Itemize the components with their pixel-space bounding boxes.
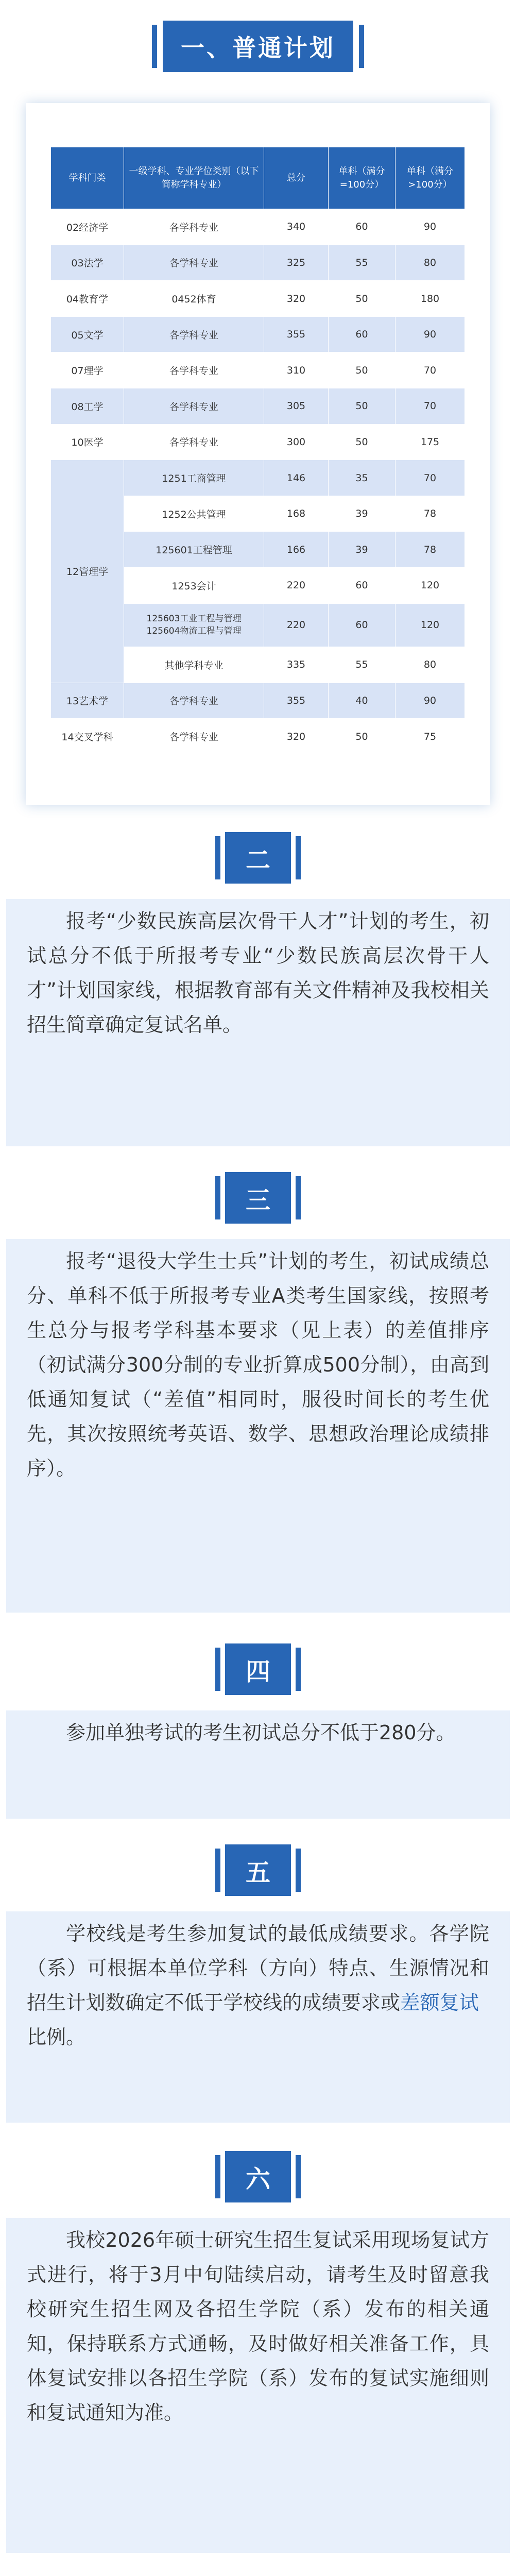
table-row: [51, 316, 465, 352]
table-cell: 50: [329, 388, 395, 425]
table-cell: 146: [264, 460, 329, 496]
section-6-text: 我校2026年硕士研究生招生复试采用现场复试方式进行，将于3月中旬陆续启动，请考生及时留意我校研究生招生网及各招生学院（系）发布的相关通知，保持联系方式通畅，及时做好相关准备工作，具体复试安排以各招生学院（系）发布的复试实施细则和复试通知为准。: [27, 2229, 489, 2424]
header-bar-right: [296, 1176, 301, 1219]
table-cell: 125601工程管理: [124, 532, 264, 568]
section-5-text-after: 比例。: [27, 2026, 86, 2048]
section-1-title: 一、普通计划: [163, 21, 353, 72]
table-cell: 08工学: [51, 388, 124, 425]
section-5-link[interactable]: 差额复试: [400, 1991, 479, 2014]
table-cell: 1251工商管理: [124, 460, 264, 496]
table-cell: 39: [329, 496, 395, 532]
table-row: [51, 352, 465, 388]
table-cell: 各学科专业: [124, 245, 264, 281]
table-row: [51, 245, 465, 281]
table-cell: 1253会计: [124, 568, 264, 604]
table-cell: 60: [329, 209, 395, 245]
header-bar-right: [359, 25, 364, 68]
header-bar-left: [215, 1849, 220, 1892]
table-cell: 60: [329, 603, 395, 647]
header-bar-left: [215, 1648, 220, 1691]
table-cell: 220: [264, 568, 329, 604]
section-6-panel: [6, 2218, 510, 2553]
table-cell: 168: [264, 496, 329, 532]
table-cell: 各学科专业: [124, 424, 264, 460]
table-cell: 320: [264, 281, 329, 317]
table-cell: 175: [395, 424, 465, 460]
table-cell: 各学科专业: [124, 683, 264, 719]
table-cell: 320: [264, 719, 329, 755]
section-4-header: [0, 1643, 516, 1695]
header-bar-right: [296, 1648, 301, 1691]
header-cell: 一级学科、专业学位类别（以下简称学科专业）: [124, 147, 264, 209]
table-header-row: [51, 147, 465, 209]
section-6-numeral: 六: [225, 2151, 291, 2202]
table-cell: 55: [329, 647, 395, 683]
table-cell: 80: [395, 245, 465, 281]
table-row: [51, 460, 465, 496]
table-row: [51, 281, 465, 317]
header-bar-right: [296, 836, 301, 879]
section-1-header: [0, 21, 516, 72]
table-cell: 90: [395, 209, 465, 245]
section-6-header: [0, 2151, 516, 2202]
table-cell: 180: [395, 281, 465, 317]
table-cell: 70: [395, 388, 465, 425]
section-5-text: [27, 1917, 489, 2055]
table-cell: 78: [395, 496, 465, 532]
table-cell: 35: [329, 460, 395, 496]
section-4-numeral: 四: [225, 1643, 291, 1695]
table-row: [51, 719, 465, 755]
table-cell: 166: [264, 532, 329, 568]
table-cell: 310: [264, 352, 329, 388]
table-row: [51, 388, 465, 425]
score-table-card: [26, 103, 490, 805]
table-cell: 39: [329, 532, 395, 568]
section-5-panel: [6, 1911, 510, 2123]
table-row: [51, 209, 465, 245]
header-bar-left: [215, 2155, 220, 2198]
section-3-header: [0, 1172, 516, 1224]
header-cell: 单科（满分>100分）: [395, 147, 465, 209]
header-bar-right: [296, 2155, 301, 2198]
table-cell: 80: [395, 647, 465, 683]
header-bar-left: [215, 836, 220, 879]
table-cell: 14交叉学科: [51, 719, 124, 755]
table-cell: 02经济学: [51, 209, 124, 245]
section-5-text-before: 学校线是考生参加复试的最低成绩要求。各学院（系）可根据本单位学科（方向）特点、生源情况和招生计划数确定不低于学校线的成绩要求或: [27, 1922, 489, 2014]
table-cell: 70: [395, 460, 465, 496]
table-cell: 各学科专业: [124, 352, 264, 388]
section-3-panel: [6, 1239, 510, 1613]
section-4-text: 参加单独考试的考生初试总分不低于280分。: [66, 1721, 456, 1744]
table-cell: 03法学: [51, 245, 124, 281]
header-cell: 总分: [264, 147, 329, 209]
table-cell: 50: [329, 424, 395, 460]
table-cell: 90: [395, 683, 465, 719]
header-bar-left: [152, 25, 157, 68]
section-2-text: 报考“少数民族高层次骨干人才”计划的考生，初试总分不低于所报考专业“少数民族高层次骨干人才”计划国家线，根据教育部有关文件精神及我校相关招生简章确定复试名单。: [27, 910, 489, 1036]
section-3-text: 报考“退役大学生士兵”计划的考生，初试成绩总分、单科不低于所报考专业A类考生国家线，按照考生总分与报考学科基本要求（见上表）的差值排序（初试满分300分制的专业折算成500分制），由高到低通知复试（“差值”相同时，服役时间长的考生优先，其次按照统考英语、数学、思想政治理论成绩排序）。: [27, 1250, 489, 1480]
table-cell: 05文学: [51, 316, 124, 352]
table-cell: 355: [264, 316, 329, 352]
table-cell: 355: [264, 683, 329, 719]
table-cell: 120: [395, 603, 465, 647]
table-cell: 各学科专业: [124, 388, 264, 425]
score-table: [50, 147, 465, 755]
section-2-header: [0, 832, 516, 884]
table-cell: 各学科专业: [124, 209, 264, 245]
header-bar-right: [296, 1849, 301, 1892]
table-cell: 220: [264, 603, 329, 647]
table-cell: 10医学: [51, 424, 124, 460]
table-cell: 60: [329, 568, 395, 604]
table-row: [51, 424, 465, 460]
section-5-header: [0, 1844, 516, 1896]
section-4-panel: [6, 1710, 510, 1819]
table-cell: 07理学: [51, 352, 124, 388]
table-cell: 90: [395, 316, 465, 352]
table-cell: 04教育学: [51, 281, 124, 317]
table-cell: 340: [264, 209, 329, 245]
table-cell: 各学科专业: [124, 719, 264, 755]
table-cell: 13艺术学: [51, 683, 124, 719]
table-cell: 325: [264, 245, 329, 281]
table-cell: 305: [264, 388, 329, 425]
header-cell: 学科门类: [51, 147, 124, 209]
table-cell: 70: [395, 352, 465, 388]
table-cell: 1252公共管理: [124, 496, 264, 532]
table-cell: 50: [329, 719, 395, 755]
table-cell: 125603工业工程与管理 125604物流工程与管理: [124, 603, 264, 647]
table-cell: 300: [264, 424, 329, 460]
header-bar-left: [215, 1176, 220, 1219]
table-row: [51, 683, 465, 719]
table-cell: 各学科专业: [124, 316, 264, 352]
section-5-numeral: 五: [225, 1844, 291, 1896]
table-cell: 60: [329, 316, 395, 352]
table-cell: 40: [329, 683, 395, 719]
table-cell: 55: [329, 245, 395, 281]
table-cell: 50: [329, 281, 395, 317]
section-3-numeral: 三: [225, 1172, 291, 1224]
table-cell: 78: [395, 532, 465, 568]
section-2-numeral: 二: [225, 832, 291, 884]
table-cell: 335: [264, 647, 329, 683]
header-cell: 单科（满分=100分）: [329, 147, 395, 209]
section-2-panel: [6, 899, 510, 1146]
search-icon[interactable]: [479, 1989, 489, 2001]
table-group-cell: 12管理学: [51, 460, 124, 683]
table-cell: 120: [395, 568, 465, 604]
table-cell: 75: [395, 719, 465, 755]
table-cell: 其他学科专业: [124, 647, 264, 683]
table-cell: 50: [329, 352, 395, 388]
table-cell: 0452体育: [124, 281, 264, 317]
